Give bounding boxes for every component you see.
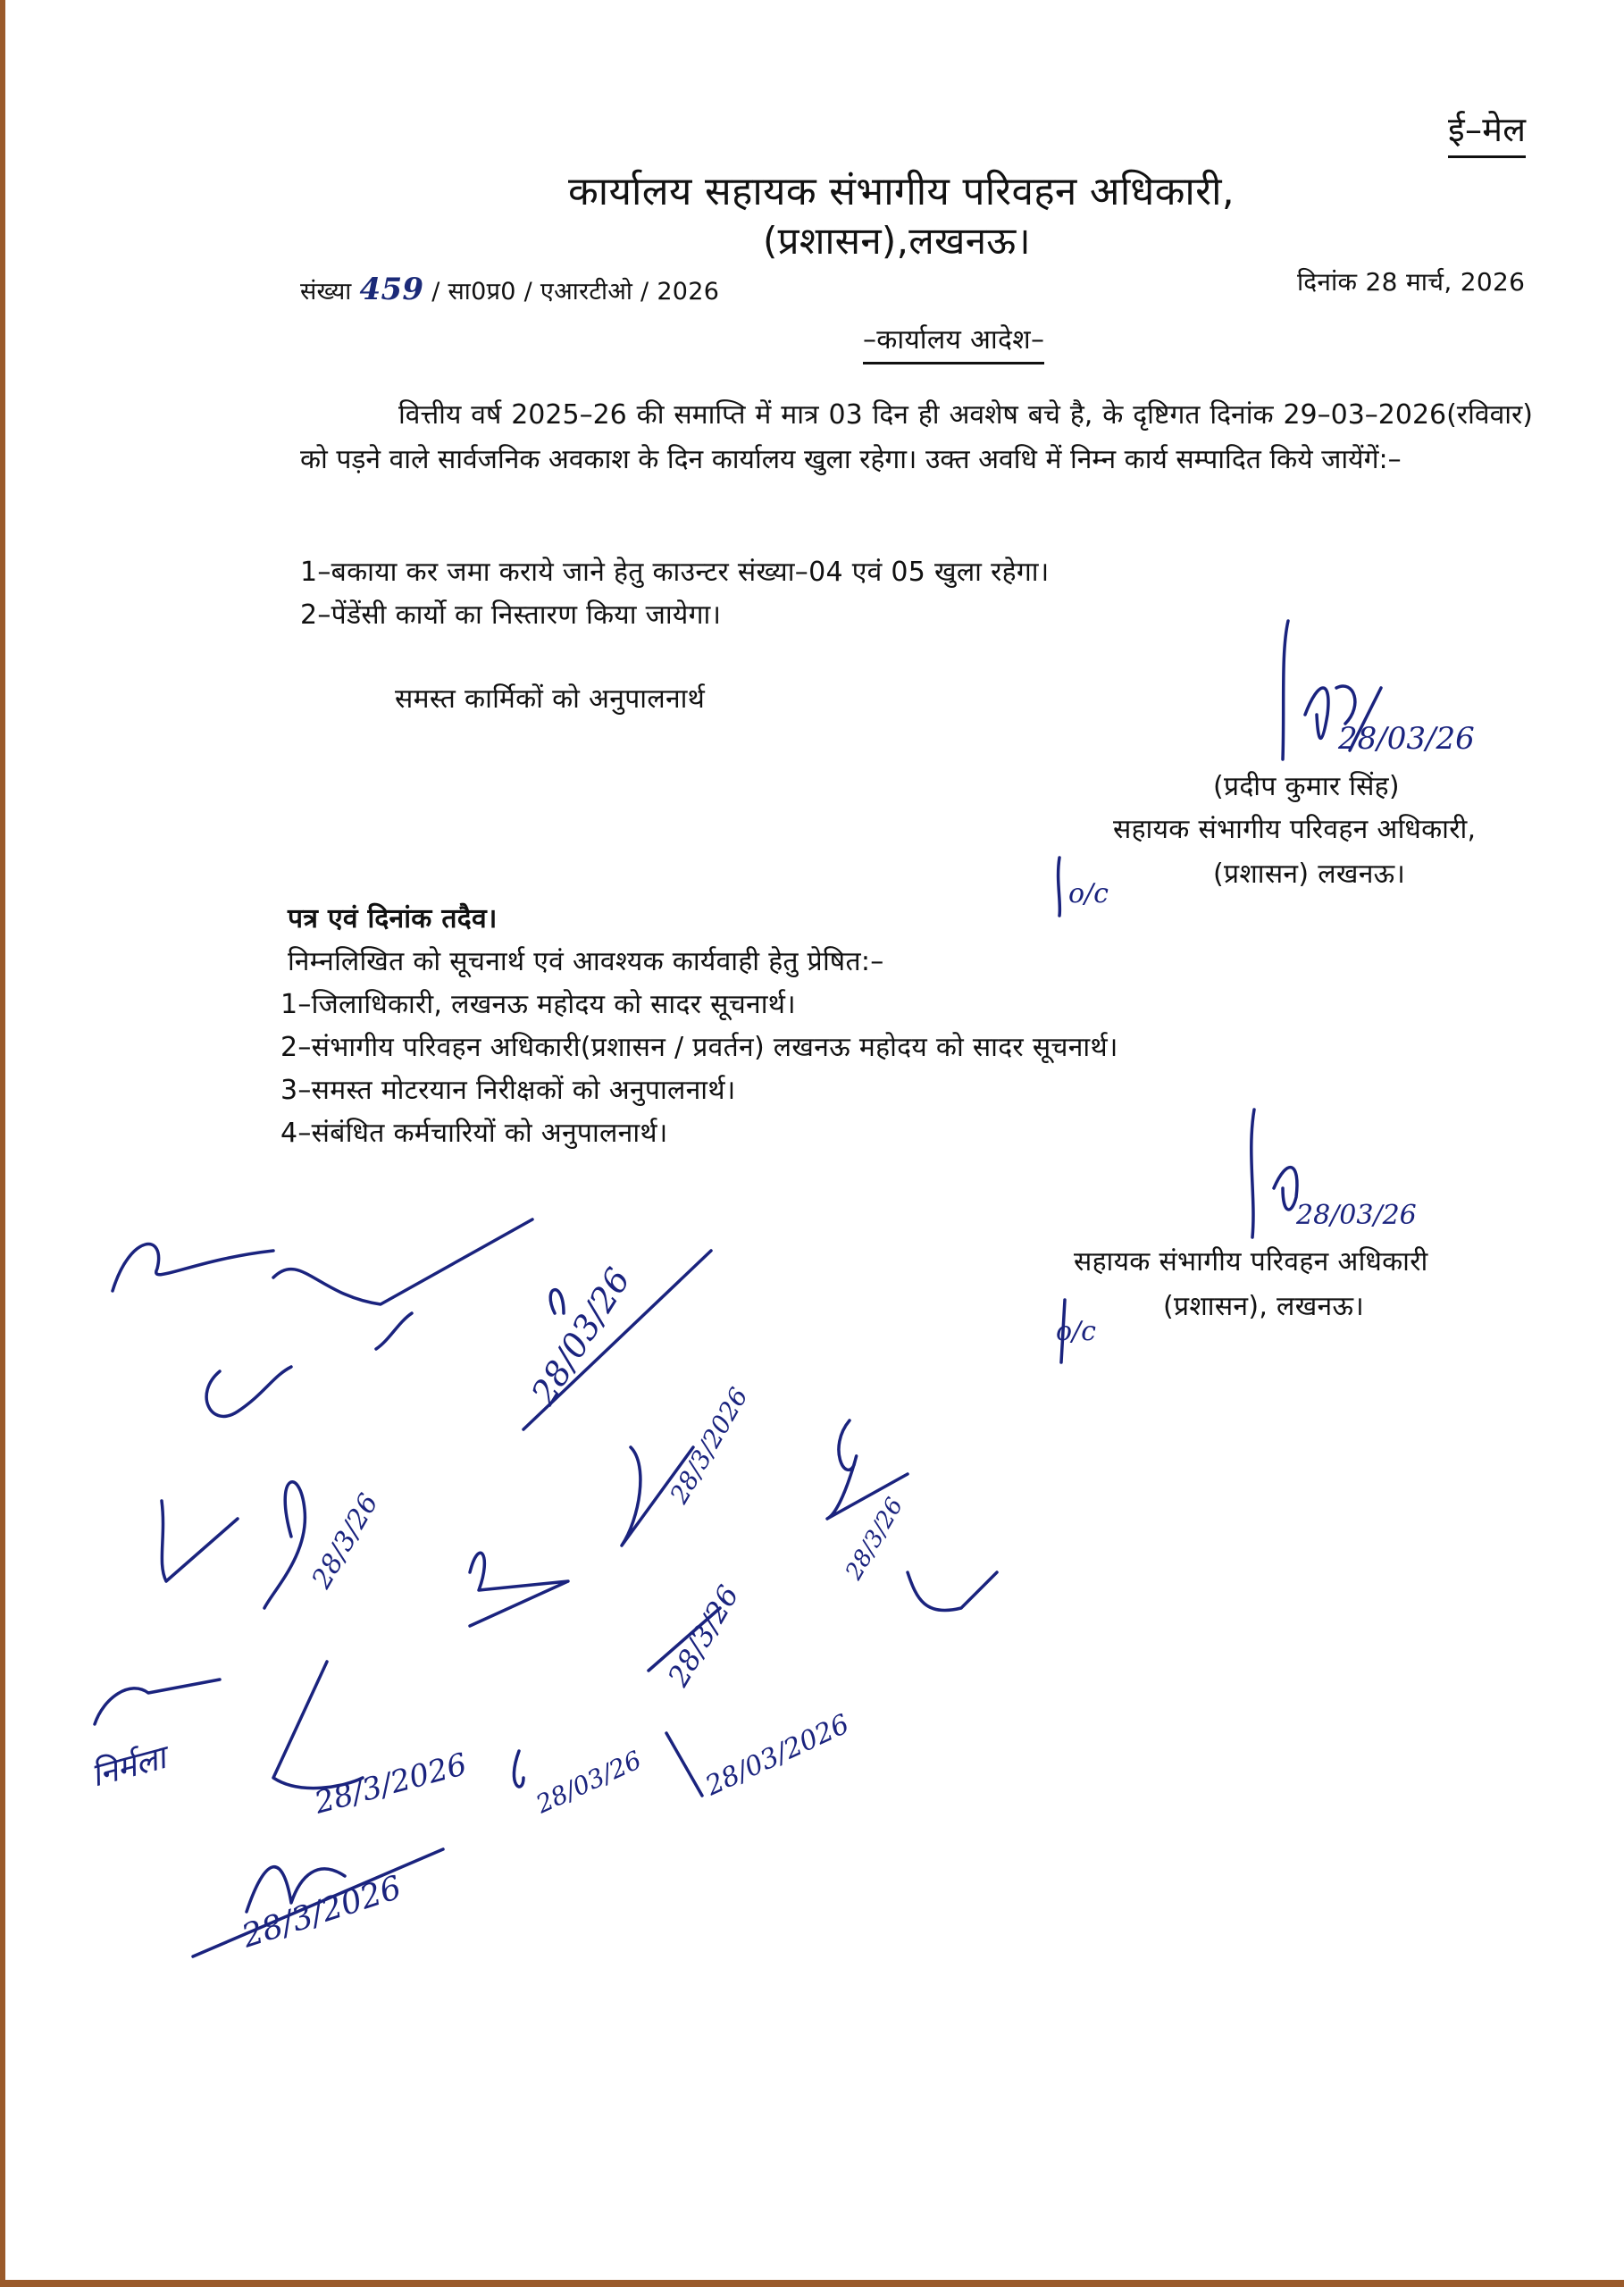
staff-date: 28/3/2026 [664, 1382, 754, 1509]
staff-name: निर्मला [87, 1739, 171, 1795]
document-date: दिनांक 28 मार्च, 2026 [1297, 267, 1526, 297]
staff-date: 28/3/2026 [238, 1869, 406, 1956]
compliance-note: समस्त कार्मिकों को अनुपालनार्थ [395, 683, 706, 715]
reference-handwritten-number: 459 [359, 272, 424, 307]
signatory-location: (प्रशासन) लखनऊ। [1213, 859, 1406, 890]
staff-date: 28/3/2026 [310, 1746, 471, 1822]
second-signature-date: 28/03/26 [1296, 1200, 1417, 1231]
copy-heading: पत्र एवं दिनांक तदैव। [288, 903, 498, 934]
work-item: 2–पेंडेंसी कार्यो का निस्तारण किया जायेगा। [300, 599, 722, 631]
second-signatory-location: (प्रशासन), लखनऊ। [1163, 1291, 1365, 1322]
second-signatory-designation: सहायक संभागीय परिवहन अधिकारी [1074, 1246, 1428, 1278]
signature-main [1059, 621, 1475, 916]
second-initials-mark: o/c [1056, 1316, 1096, 1347]
work-item: 1–बकाया कर जमा कराये जाने हेतु काउन्टर संख्या–04 एवं 05 खुला रहेगा। [300, 557, 1050, 588]
signatory-designation: सहायक संभागीय परिवहन अधिकारी, [1113, 814, 1477, 845]
staff-date: 28/03/26 [523, 1261, 639, 1412]
document-page [5, 0, 1624, 2280]
copy-recipient: 1–जिलाधिकारी, लखनऊ महोदय को सादर सूचनार्थ। [280, 989, 796, 1020]
body-text: वित्तीय वर्ष 2025–26 की समाप्ति में मात्र 03 दिन ही अवशेष बचे है, के दृष्टिगत दिनांक 29–03–2026(रविवार) को पड़ने वाले सार्वजनिक अवकाश के दिन कार्यालय खुला रहेगा। उक्त अवधि में निम्न कार्य सम्पादित किये जायेंगें:– [300, 399, 1533, 475]
staff-date: 28/3/26 [306, 1488, 385, 1594]
signature-second [1056, 1110, 1417, 1362]
office-subtitle: (प्रशासन),लखनऊ। [763, 219, 1031, 263]
staff-date: 28/03/2026 [700, 1708, 855, 1803]
reference-suffix: / सा0प्र0 / एआरटीओ / 2026 [431, 278, 720, 306]
signature-date: 28/03/26 [1338, 721, 1475, 757]
staff-signatures [87, 1219, 997, 1956]
copy-recipient: 4–संबंधित कर्मचारियों को अनुपालनार्थ। [280, 1118, 668, 1149]
email-tag: ई–मेल [1448, 105, 1526, 158]
copy-recipient: 3–समस्त मोटरयान निरीक्षकों को अनुपालनार्थ। [280, 1075, 736, 1106]
copy-recipient: 2–संभागीय परिवहन अधिकारी(प्रशासन / प्रवर्तन) लखनऊ महोदय को सादर सूचनार्थ। [280, 1032, 1118, 1063]
order-heading: –कार्यालय आदेश– [863, 320, 1044, 364]
staff-date: 28/3/26 [661, 1579, 746, 1692]
handwriting-layer [5, 0, 1624, 2280]
initials-mark: o/c [1068, 878, 1109, 909]
staff-date: 28/03/26 [532, 1745, 646, 1820]
copy-intro: निम्नलिखित को सूचनार्थ एवं आवश्यक कार्यवाही हेतु प्रेषित:– [288, 946, 884, 977]
staff-date: 28/3/26 [841, 1493, 909, 1585]
office-title: कार्यालय सहायक संभागीय परिवहन अधिकारी, [568, 169, 1235, 214]
signatory-name: (प्रदीप कुमार सिंह) [1213, 771, 1400, 802]
reference-prefix: संख्या [300, 278, 352, 306]
